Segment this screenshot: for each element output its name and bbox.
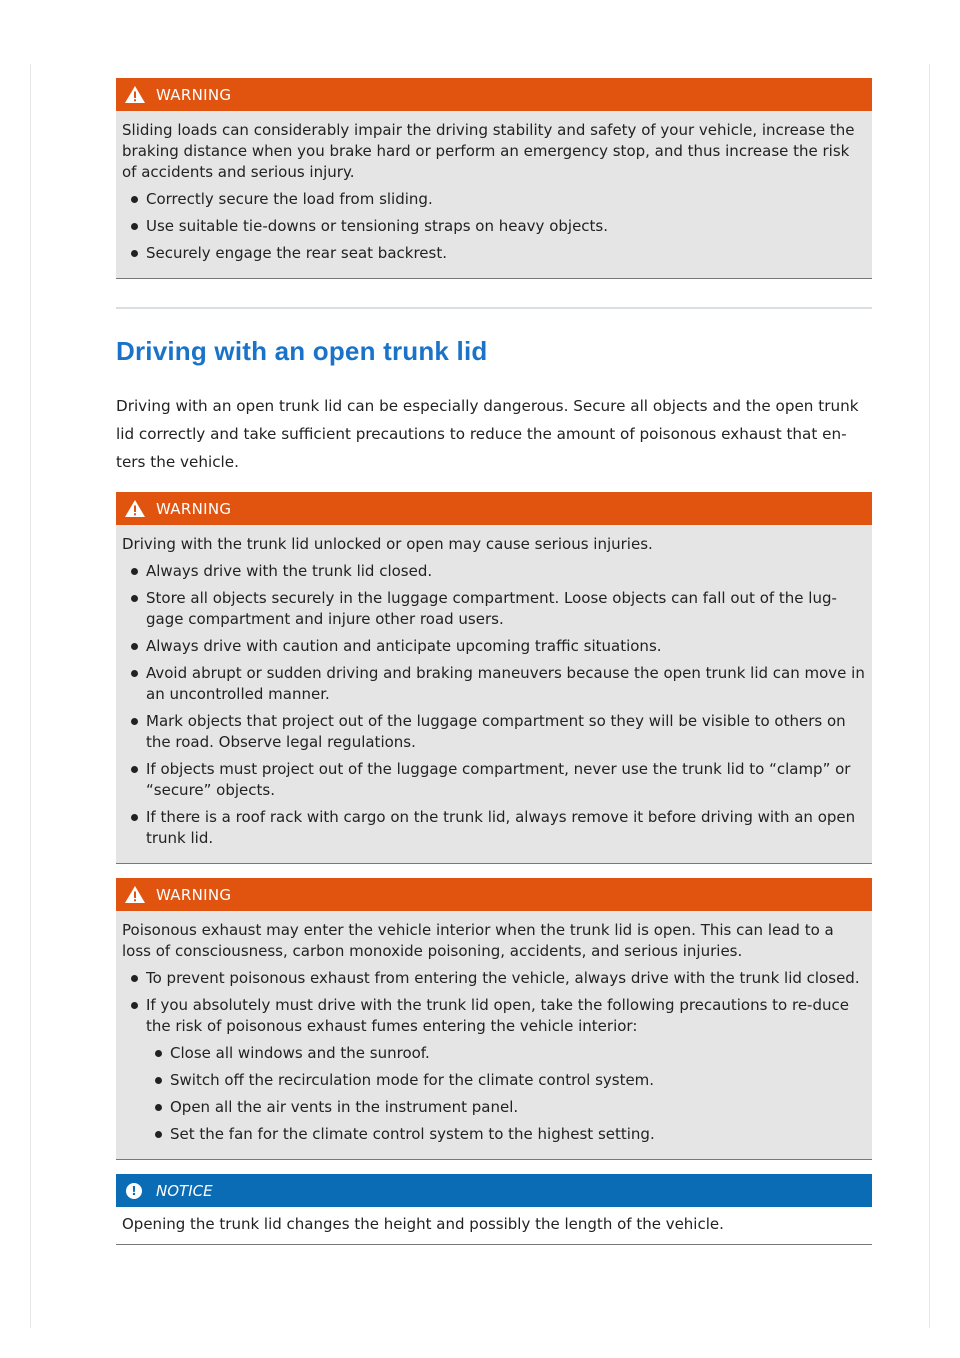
list-item: Avoid abrupt or sudden driving and braking maneuvers because the open trunk lid can move in an uncontrolled manner. — [122, 663, 866, 705]
notice-text: Opening the trunk lid changes the height and possibly the length of the vehicle. — [116, 1207, 872, 1245]
warning-label: WARNING — [156, 885, 232, 904]
sub-list-item: Close all windows and the sunroof. — [146, 1043, 866, 1064]
section-intro: Driving with an open trunk lid can be especially dangerous. Secure all objects and the open trunk lid correctly and take sufficient precautions to reduce the amount of poisonous exhaust that en-ters the vehicle. — [116, 397, 859, 471]
sub-list-item: Switch off the recirculation mode for the climate control system. — [146, 1070, 866, 1091]
list-item-text: If you absolutely must drive with the trunk lid open, take the following precautions to re-duce the risk of poisonous exhaust fumes entering the vehicle interior: — [146, 996, 849, 1035]
list-item: Mark objects that project out of the luggage compartment so they will be visible to others on the road. Observe legal regulations. — [122, 711, 866, 753]
sub-list-item: Set the fan for the climate control system to the highest setting. — [146, 1124, 866, 1145]
warning-label: WARNING — [156, 85, 232, 104]
warning-triangle-icon — [124, 885, 146, 904]
warning-bullet-list — [122, 968, 866, 1145]
notice-label: NOTICE — [156, 1181, 213, 1200]
sub-bullet-list — [146, 1043, 866, 1145]
section-title: Driving with an open trunk lid — [116, 336, 488, 366]
warning-text: Sliding loads can considerably impair the driving stability and safety of your vehicle, increase the braking distance when you brake hard or perform an emergency stop, and thus increase the risk of accidents and serious injury. — [122, 121, 855, 181]
page-border-right — [929, 64, 930, 1328]
list-item: Correctly secure the load from sliding. — [122, 189, 866, 210]
warning-text: Poisonous exhaust may enter the vehicle interior when the trunk lid is open. This can lead to a loss of consciousness, carbon monoxide poisoning, accidents, and serious injuries. — [122, 921, 834, 960]
warning-triangle-icon — [124, 499, 146, 518]
page-border-left — [30, 64, 31, 1328]
warning-header — [116, 878, 872, 911]
list-item: Store all objects securely in the luggage compartment. Loose objects can fall out of the lug-gage compartment and injure other road users. — [122, 588, 866, 630]
warning-text: Driving with the trunk lid unlocked or open may cause serious injuries. — [122, 535, 653, 553]
sub-list-item: Open all the air vents in the instrument panel. — [146, 1097, 866, 1118]
notice-exclamation-icon: ! — [126, 1183, 142, 1199]
list-item: Securely engage the rear seat backrest. — [122, 243, 866, 264]
list-item: Use suitable tie-downs or tensioning straps on heavy objects. — [122, 216, 866, 237]
section-divider — [116, 307, 872, 309]
list-item: Always drive with caution and anticipate upcoming traffic situations. — [122, 636, 866, 657]
warning-bullet-list — [122, 189, 866, 264]
warning-box-exhaust — [116, 878, 872, 1160]
list-item: If objects must project out of the luggage compartment, never use the trunk lid to “clamp” or “secure” objects. — [122, 759, 866, 801]
warning-label: WARNING — [156, 499, 232, 518]
content-column — [116, 78, 872, 1245]
list-item: To prevent poisonous exhaust from entering the vehicle, always drive with the trunk lid closed. — [122, 968, 866, 989]
list-item: Always drive with the trunk lid closed. — [122, 561, 866, 582]
notice-box — [116, 1174, 872, 1245]
list-item: If there is a roof rack with cargo on the trunk lid, always remove it before driving with an open trunk lid. — [122, 807, 866, 849]
notice-header — [116, 1174, 872, 1207]
warning-header — [116, 78, 872, 111]
warning-triangle-icon — [124, 85, 146, 104]
warning-header — [116, 492, 872, 525]
list-item — [122, 995, 866, 1145]
warning-bullet-list — [122, 561, 866, 849]
warning-box-trunk-open — [116, 492, 872, 864]
warning-box-sliding-loads — [116, 78, 872, 279]
